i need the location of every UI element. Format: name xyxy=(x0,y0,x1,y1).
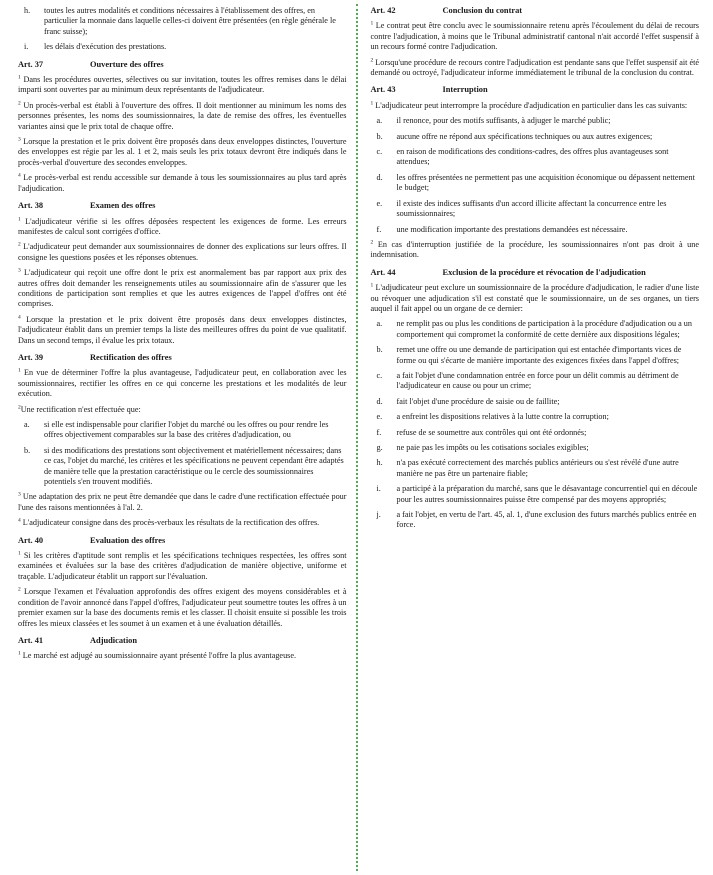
list-item: e. il existe des indices suffisants d'un accord illicite affectant la concurrence entre les soumissionnaires; xyxy=(376,198,667,219)
list-item: g. ne paie pas les impôts ou les cotisations sociales exigibles; xyxy=(376,443,589,452)
paragraph: $^1$ Le marché est adjugé au soumissionnaire ayant présenté l'offre la plus avantageuse. xyxy=(18,650,297,661)
column-divider xyxy=(356,4,358,871)
article-heading-37: Art. 37 Ouverture des offres xyxy=(18,59,164,69)
list-item: d. les offres présentées ne permettent pas une acquisition économique ou dépassent nettement le budget; xyxy=(376,172,695,193)
paragraph: $^4$ L'adjudicateur consigne dans des procès-verbaux les résultats de la rectification des offres. xyxy=(18,517,320,528)
article-heading-41: Art. 41 Adjudication xyxy=(18,635,138,645)
list-item: a. ne remplit pas ou plus les conditions de participation à la procédure d'adjudication ou a un comportement qui compromet la conformité de cette dernière aux dispositions légales; xyxy=(376,319,692,339)
list-item: c. en raison de modifications des conditions-cadres, des offres plus avantageuses sont attendues; xyxy=(376,147,669,167)
paragraph: $^2$Une rectification n'est effectuée que: xyxy=(18,403,141,414)
list-item: f. une modification importante des prestations demandées est nécessaire. xyxy=(376,224,628,234)
list-item: a. il renonce, pour des motifs suffisants, à adjuger le marché public; xyxy=(376,116,611,126)
list-item: f. refuse de se soumettre aux contrôles qui ont été ordonnés; xyxy=(376,427,587,437)
article-heading-38: Art. 38 Examen des offres xyxy=(18,201,156,211)
list-item: i. les délais d'exécution des prestations. xyxy=(24,42,167,52)
paragraph: $^1$ Le contrat peut être conclu avec le soumissionnaire retenu après l'écoulement du délai de recours contre l'adjudication, à moins que le Tribunal administratif cantonal n'ait accordé l'effet suspensif à un recours formé contre l'adjudication. xyxy=(370,20,699,52)
paragraph: $^4$ Lorsque la prestation et le prix doivent être proposés dans deux enveloppes distinctes, l'adjudicateur établit dans un premier temps la liste des meilleures offres du point de vue qualitatif. Dans un second temps, il évalue les prix totaux. xyxy=(18,314,347,345)
paragraph: $^2$ L'adjudicateur peut demander aux soumissionnaires de donner des explications sur leurs offres. Il consigne les questions posées et les réponses obtenues. xyxy=(18,241,347,262)
article-heading-40: Art. 40 Evaluation des offres xyxy=(18,535,166,545)
paragraph: $^3$ L'adjudicateur qui reçoit une offre dont le prix est anormalement bas par rapport aux prix des autres offres doit demander les renseignements utiles au soumissionnaire afin de s'assurer que les conditions de participation sont remplies et que les autres exigences de l'appel d'offres ont été comprises. xyxy=(18,267,347,309)
paragraph: $^3$ Une adaptation des prix ne peut être demandée que dans le cadre d'une rectification effectuée pour l'une des raisons mentionnées à l'al. 2. xyxy=(18,491,347,512)
list-item: e. a enfreint les dispositions relatives à la lutte contre la corruption; xyxy=(376,412,609,422)
article-heading-42: Art. 42 Conclusion du contrat xyxy=(370,6,523,15)
right-column xyxy=(371,6,700,875)
paragraph: $^2$ Lorsque l'examen et l'évaluation approfondis des offres exigent des moyens considérables et à condition de l'avoir annoncé dans l'appel d'offres, l'adjudicateur peut soumettre toutes les offres à un premier examen sur la base des documents remis et les classer. Il choisit ensuite si possible les trois offres les mieux classées et les soumet à un examen et à une évaluation détaillés. xyxy=(18,586,347,628)
left-column xyxy=(18,6,347,875)
paragraph: $^4$ Le procès-verbal est rendu accessible sur demande à tous les soumissionnaires au plus tard après l'adjudication. xyxy=(18,172,347,193)
list-item: b. si des modifications des prestations sont objectivement et matériellement nécessaires; dans ce cas, l'objet du marché, les critères et les spécifications ne peuvent cependant être adaptés de manière telle que la prestation caractéristique ou le cercle des soumissionnaires potentiels s'en trouvent modifiés. xyxy=(24,445,344,487)
article-heading-39: Art. 39 Rectification des offres xyxy=(18,352,172,362)
list-item: c. a fait l'objet d'une condamnation entrée en force pour un délit commis au détriment de l'adjudicateur en cause ou pour un crime; xyxy=(376,370,679,391)
list-item: b. remet une offre ou une demande de participation qui est entachée d'importants vices de forme ou qui s'écarte de manière importante des exigences fixées dans l'appel d'offres; xyxy=(376,345,682,365)
paragraph: $^1$ Si les critères d'aptitude sont remplis et les spécifications techniques respectées, les offres sont examinées et évaluées sur la base des critères d'adjudication de manière objective, uniforme et traçable. L'adjudicateur établit un rapport sur l'évaluation. xyxy=(18,550,347,581)
paragraph: $^2$ En cas d'interruption justifiée de la procédure, les soumissionnaires n'ont pas droit à une indemnisation. xyxy=(370,239,700,260)
article-heading-44: Art. 44 Exclusion de la procédure et révocation de l'adjudication xyxy=(370,267,646,277)
article-heading-43: Art. 43 Interruption xyxy=(370,85,488,95)
paragraph: $^1$ L'adjudicateur peut interrompre la procédure d'adjudication en particulier dans les cas suivants: xyxy=(370,100,688,110)
paragraph: $^1$ Dans les procédures ouvertes, sélectives ou sur invitation, toutes les offres remises dans le délai imparti sont ouvertes par au minimum deux représentants de l'adjudicateur. xyxy=(18,74,347,95)
paragraph: $^2$ Un procès-verbal est établi à l'ouverture des offres. Il doit mentionner au minimum les noms des personnes présentes, les noms des soumissionnaires, la date de remise des offres, les éventuelles variantes ainsi que le prix total de chaque offre. xyxy=(18,100,347,131)
paragraph: $^2$ Lorsqu'une procédure de recours contre l'adjudication est pendante sans que l'effet suspensif ait été demandé ou octroyé, l'adjudicateur informe immédiatement le tribunal de la conclusion du contrat. xyxy=(370,56,699,78)
paragraph: $^1$ L'adjudicateur vérifie si les offres déposées respectent les exigences de forme. Les erreurs manifestes de calcul sont corrigées d'office. xyxy=(18,215,347,236)
list-item: b. aucune offre ne répond aux spécifications techniques ou aux autres exigences; xyxy=(376,131,653,141)
list-item: h. toutes les autres modalités et conditions nécessaires à l'établissement des offres, en particulier la monnaie dans laquelle celles-ci doivent être présentées (en règle générale le franc suisse); xyxy=(24,6,336,36)
list-item: i. a participé à la préparation du marché, sans que le désavantage concurrentiel qui en découle pour les autres soumissionnaires puisse être compensé par des moyens appropriés; xyxy=(376,484,698,504)
list-item: a. si elle est indispensable pour clarifier l'objet du marché ou les offres ou pour rendre les offres objectivement comparables sur la base des critères d'adjudication, ou xyxy=(24,420,329,440)
paragraph: $^1$ En vue de déterminer l'offre la plus avantageuse, l'adjudicateur peut, en collaboration avec les soumissionnaires, rectifier les offres en ce qui concerne les prestations et les modalités de leur exécution. xyxy=(18,367,347,399)
list-item: j. a fait l'objet, en vertu de l'art. 45, al. 1, d'une exclusion des futurs marchés publics entrée en force. xyxy=(376,510,697,530)
paragraph: $^1$ L'adjudicateur peut exclure un soumissionnaire de la procédure d'adjudication, le radier d'une liste ou révoquer une adjudication s'il est constaté que le soumissionnaire, un de ses organes, un tiers auquel il fait appel ou un organe de ce dernier: xyxy=(370,282,700,313)
list-item: h. n'a pas exécuté correctement des marchés publics antérieurs ou s'est révélé d'une autre manière ne pas être un partenaire fiable; xyxy=(376,458,679,478)
list-item: d. fait l'objet d'une procédure de saisie ou de faillite; xyxy=(376,396,560,406)
paragraph: $^3$ Lorsque la prestation et le prix doivent être proposés dans deux enveloppes distinctes, l'ouverture des enveloppes est régie par les al. 1 et 2, mais seuls les prix totaux devront être indiqués dans le procès-verbal d'ouverture des secondes enveloppes. xyxy=(18,136,347,167)
